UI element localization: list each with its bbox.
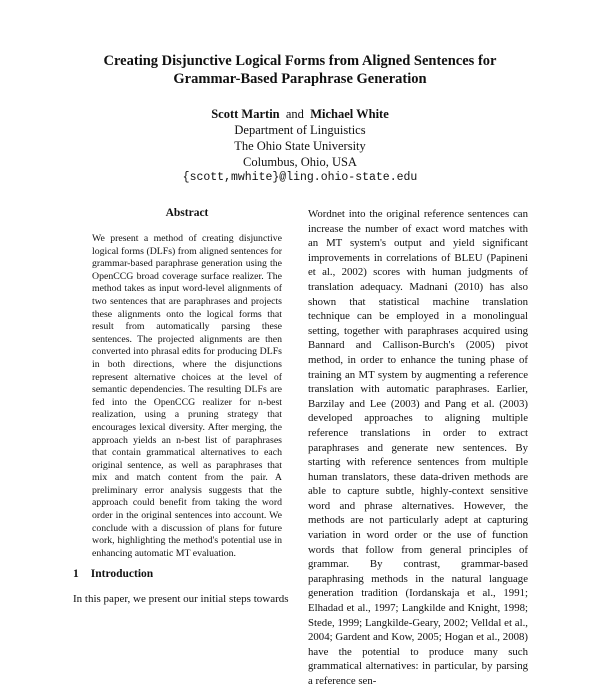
paper-title — [60, 52, 540, 88]
author-email: {scott,mwhite}@ling.ohio-state.edu — [182, 171, 418, 184]
author-university: The Ohio State University — [234, 139, 366, 153]
abstract-text: We present a method of creating disjunctive logical forms (DLFs) from aligned sentences for grammar-based paraphrase generation using the OpenCCG broad coverage surface realizer. The method takes as input word-level alignments of two sentences that are paraphrases and projects these alignments onto the logical forms that result from automatically parsing these sentences. The projected alignments are then converted into phrasal edits for producing DLFs in both directions, where the disjunctions represent alternative choices at the level of semantic dependencies. The resulting DLFs are fed into the OpenCCG realizer for n-best realization, using a pruning strategy that encourages lexical diversity. After merging, the approach yields an n-best list of paraphrases that contain grammatical alternatives to each original sentence, as well as paraphrases that mix and match content from the pair. A preliminary error analysis suggests that the approach could benefit from taking the word order in the original sentences into account. We conclude with a discussion of plans for future work, highlighting the method's potential use in enhancing automatic MT evaluation. — [92, 233, 282, 559]
abstract-heading: Abstract — [165, 207, 209, 219]
author-department: Department of Linguistics — [234, 123, 366, 137]
author-1: Scott Martin — [211, 107, 280, 121]
section-number: 1 — [73, 568, 79, 580]
right-column-text: Wordnet into the original reference sentences can increase the number of exact word matches with an MT system's output and yield significant improvements in correlations of BLEU (Papineni et al., 2002) scores with human judgments of translation adequacy. Madnani (2010) has also shown that statistical machine translation technique can be employed in a monolingual setting, together with paraphrases acquired using Bannard and Callison-Burch's (2005) pivot method, in order to enhance the tuning phase of training an MT system by augmenting a reference translation with automatic paraphrases. Earlier, Barzilay and Lee (2003) and Pang et al. (2003) developed approaches to aligning multiple reference translations in order to extract paraphrases and generate new sentences. By starting with reference sentences from multiple human translators, these data-driven methods are able to capture subtle, highly-context sensitive word and phrase alternatives. However, the methods are not particularly adept at capturing variation in word order or the use of function words that follow from general principles of grammar. By contrast, grammar-based paraphrasing methods in the natural language generation tradition (Iordanskaja et al., 1991; Elhadad et al., 1997; Langkilde and Knight, 1998; Stede, 1999; Langkilde-Geary, 2002; Velldal et al., 2004; Gardent and Kow, 2005; Hogan et al., 2008) have the potential to produce many such grammatical alternatives: in particular, by parsing a reference sen- — [308, 208, 528, 687]
author-block — [100, 106, 500, 186]
author-conjunction: and — [285, 107, 304, 121]
section-title: Introduction — [90, 568, 154, 580]
title-line-2: Grammar-Based Paraphrase Generation — [173, 71, 427, 87]
introduction-heading — [73, 568, 153, 580]
author-names — [100, 106, 500, 122]
author-location: Columbus, Ohio, USA — [243, 155, 357, 169]
author-2: Michael White — [310, 107, 389, 121]
introduction-text: In this paper, we present our initial steps towards — [73, 593, 289, 605]
title-line-1: Creating Disjunctive Logical Forms from Aligned Sentences for — [103, 53, 497, 69]
